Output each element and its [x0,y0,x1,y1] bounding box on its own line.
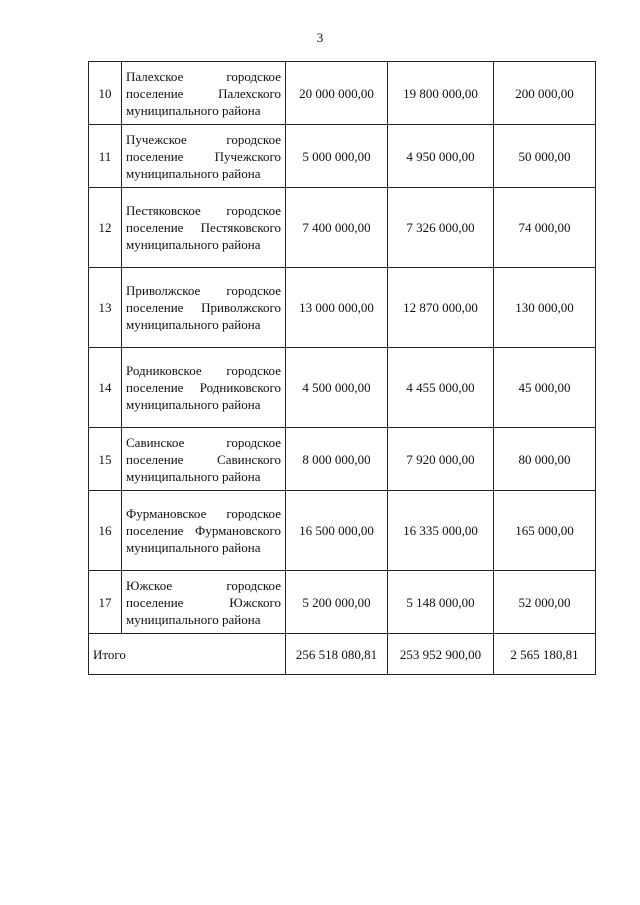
settlement-name: Родниковское городское поселение Родниковского муниципального района [122,348,286,428]
total-share-1: 253 952 900,00 [388,634,494,675]
row-number: 13 [89,268,122,348]
amount-total: 4 500 000,00 [286,348,388,428]
settlement-name: Приволжское городское поселение Приволжского муниципального района [122,268,286,348]
row-number: 11 [89,125,122,188]
settlement-name: Палехское городское поселение Палехского муниципального района [122,62,286,125]
amount-total: 16 500 000,00 [286,491,388,571]
table-row [89,125,596,188]
allocation-table [88,61,596,675]
settlement-name: Пучежское городское поселение Пучежского муниципального района [122,125,286,188]
amount-share-1: 4 950 000,00 [388,125,494,188]
row-number: 10 [89,62,122,125]
amount-total: 5 200 000,00 [286,571,388,634]
table-row [89,62,596,125]
settlement-name: Пестяковское городское поселение Пестяковского муниципального района [122,188,286,268]
table-row [89,491,596,571]
amount-share-1: 7 326 000,00 [388,188,494,268]
amount-share-2: 50 000,00 [494,125,596,188]
amount-share-1: 19 800 000,00 [388,62,494,125]
settlement-name: Южское городское поселение Южского муниципального района [122,571,286,634]
row-number: 12 [89,188,122,268]
total-amount: 256 518 080,81 [286,634,388,675]
page-number: 3 [316,30,324,45]
amount-share-2: 200 000,00 [494,62,596,125]
amount-total: 5 000 000,00 [286,125,388,188]
table-row [89,188,596,268]
amount-share-2: 130 000,00 [494,268,596,348]
amount-share-2: 52 000,00 [494,571,596,634]
amount-share-1: 4 455 000,00 [388,348,494,428]
total-share-2: 2 565 180,81 [494,634,596,675]
settlement-name: Савинское городское поселение Савинского муниципального района [122,428,286,491]
settlement-name: Фурмановское городское поселение Фурмановского муниципального района [122,491,286,571]
amount-share-2: 165 000,00 [494,491,596,571]
amount-share-1: 12 870 000,00 [388,268,494,348]
amount-share-1: 16 335 000,00 [388,491,494,571]
total-row [89,634,596,675]
table-row [89,268,596,348]
amount-share-1: 7 920 000,00 [388,428,494,491]
amount-total: 8 000 000,00 [286,428,388,491]
amount-total: 7 400 000,00 [286,188,388,268]
amount-share-2: 80 000,00 [494,428,596,491]
row-number: 15 [89,428,122,491]
amount-share-2: 45 000,00 [494,348,596,428]
row-number: 14 [89,348,122,428]
table-row [89,428,596,491]
row-number: 16 [89,491,122,571]
row-number: 17 [89,571,122,634]
total-label: Итого [89,634,286,675]
amount-total: 20 000 000,00 [286,62,388,125]
table-row [89,348,596,428]
amount-total: 13 000 000,00 [286,268,388,348]
table-row [89,571,596,634]
amount-share-1: 5 148 000,00 [388,571,494,634]
amount-share-2: 74 000,00 [494,188,596,268]
